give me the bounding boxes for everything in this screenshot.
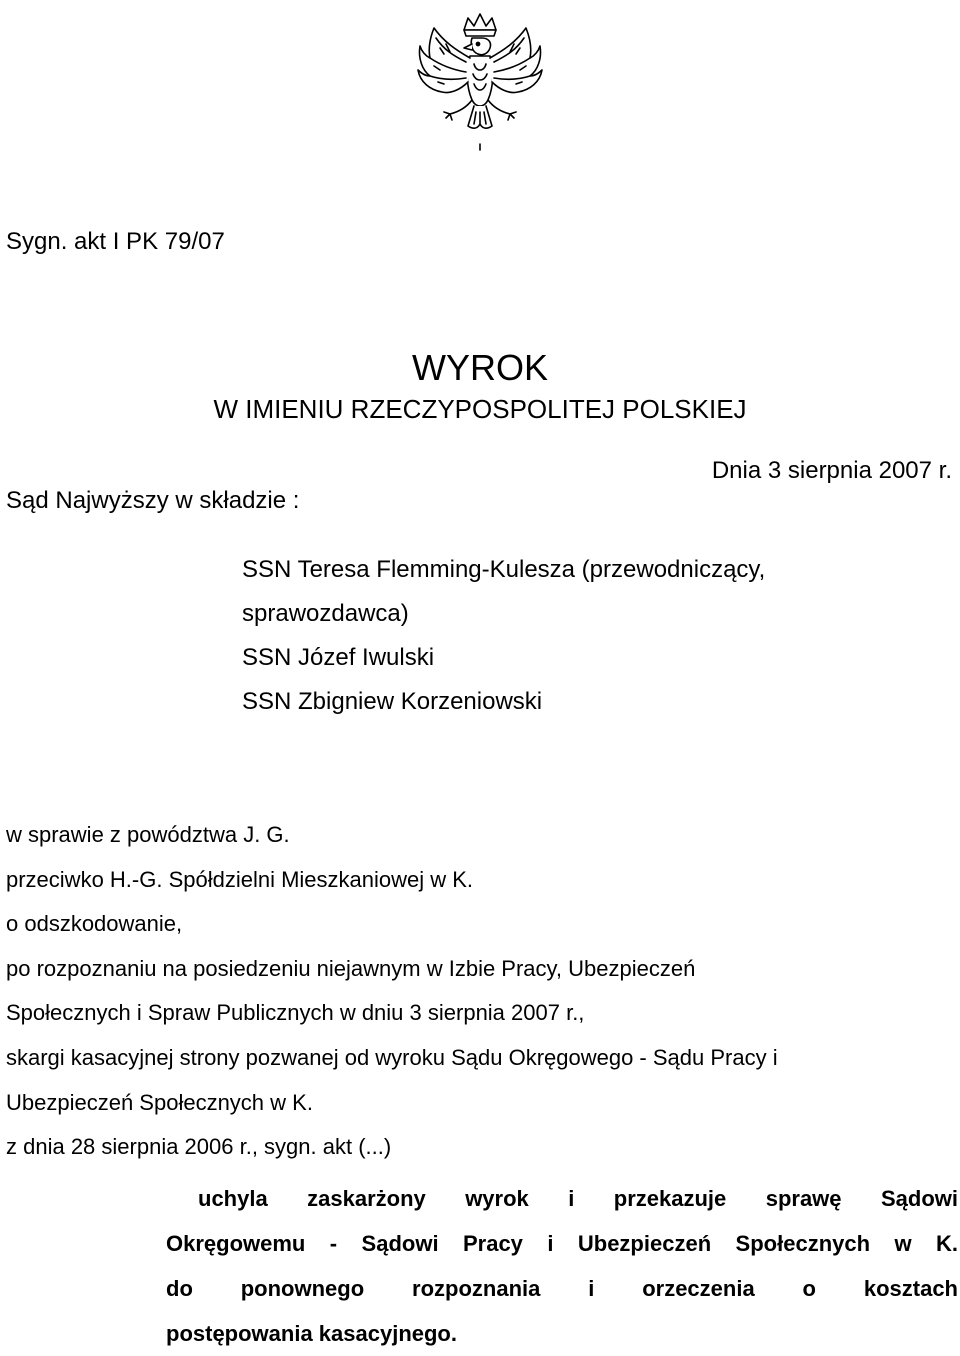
judge-line: SSN Józef Iwulski [242,644,435,671]
verdict-line: do ponownego rozpoznania i orzeczenia o kosztach [166,1276,958,1301]
judgment-date: Dnia 3 sierpnia 2007 r. [711,457,952,484]
case-line: Społecznych i Spraw Publicznych w dniu 3 sierpnia 2007 r., [6,1000,585,1026]
judges-list [242,548,765,724]
document-title: WYROK [411,347,548,388]
case-line: z dnia 28 sierpnia 2006 r., sygn. akt (...) [6,1134,392,1160]
verdict-line: uchyla zaskarżony wyrok i przekazuje sprawę Sądowi [198,1186,958,1211]
case-reference: Sygn. akt I PK 79/07 [6,228,225,255]
judge-line: sprawozdawca) [242,600,409,627]
court-composition-intro: Sąd Najwyższy w składzie : [6,487,300,514]
polish-eagle-emblem-icon [400,8,560,158]
case-line: po rozpoznaniu na posiedzeniu niejawnym w Izbie Pracy, Ubezpieczeń [6,955,696,981]
case-line: skargi kasacyjnej strony pozwanej od wyroku Sądu Okręgowego - Sądu Pracy i [6,1044,778,1070]
document-subtitle: W IMIENIU RZECZYPOSPOLITEJ POLSKIEJ [213,394,747,424]
case-description [6,813,956,1170]
verdict-line: Okręgowemu - Sądowi Pracy i Ubezpieczeń Społecznych w K. [166,1231,958,1256]
judge-line: SSN Teresa Flemming-Kulesza (przewodniczący, [242,556,766,583]
case-line: Ubezpieczeń Społecznych w K. [6,1089,313,1115]
judge-line: SSN Zbigniew Korzeniowski [242,688,543,715]
case-line: o odszkodowanie, [6,911,183,937]
case-line: w sprawie z powództwa J. G. [6,822,290,847]
verdict-line: postępowania kasacyjnego. [166,1321,457,1346]
verdict-text [166,1176,958,1356]
case-line: przeciwko H.-G. Spółdzielni Mieszkaniowej w K. [6,866,474,892]
